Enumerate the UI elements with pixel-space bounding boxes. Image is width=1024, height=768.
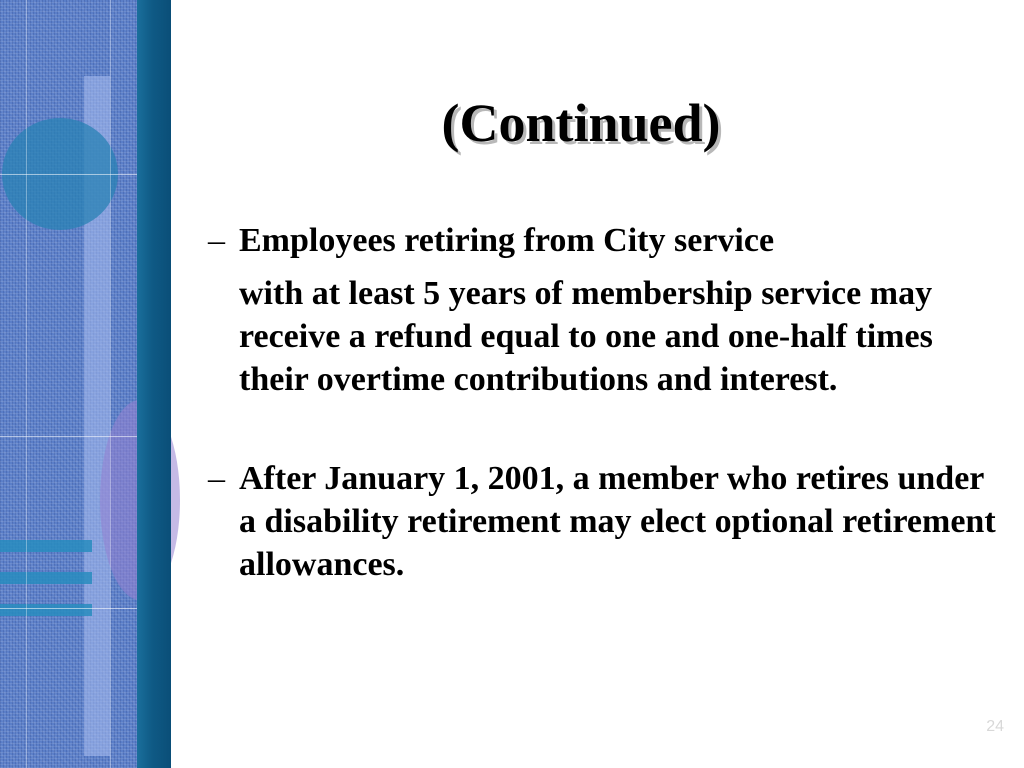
panel-grid-line bbox=[110, 0, 111, 768]
bullet-item bbox=[208, 219, 1008, 262]
bullet-marker: – bbox=[208, 460, 225, 497]
bullet-lead-text: After January 1, 2001, a member who retires under a disability retirement may elect optional retirement allowances. bbox=[239, 460, 996, 583]
panel-grid-line bbox=[0, 608, 137, 609]
bullet-body-text: with at least 5 years of membership service may receive a refund equal to one and one-half times their overtime contributions and interest. bbox=[239, 275, 933, 398]
bullet-lead-text: Employees retiring from City service bbox=[239, 222, 775, 259]
panel-grid-line bbox=[0, 174, 137, 175]
bullet-list bbox=[208, 219, 1008, 586]
panel-grid-line bbox=[0, 436, 137, 437]
panel-bar bbox=[0, 540, 92, 552]
panel-bar bbox=[0, 604, 92, 616]
bullet-marker: – bbox=[208, 222, 225, 259]
decorative-side-panel bbox=[0, 0, 137, 768]
panel-grid-line bbox=[26, 0, 27, 768]
page-number: 24 bbox=[986, 718, 1004, 735]
panel-edge-band bbox=[137, 0, 171, 768]
bullet-item bbox=[208, 457, 1008, 586]
slide-title: (Continued) bbox=[441, 93, 721, 153]
panel-bar bbox=[0, 572, 92, 584]
